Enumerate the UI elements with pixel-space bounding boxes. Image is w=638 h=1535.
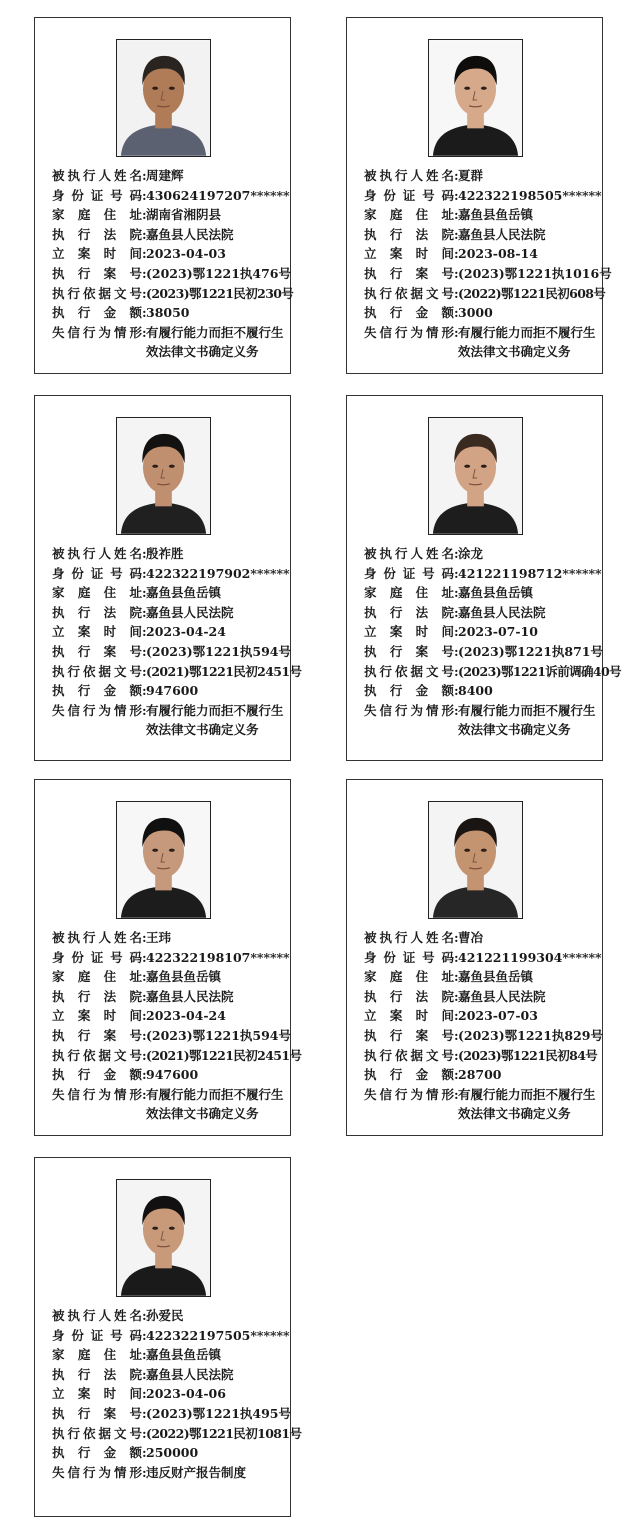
field-label: 执行案号 [52, 1405, 142, 1421]
field-value: 2023-04-24 [146, 1008, 226, 1024]
field-colon: : [454, 246, 459, 262]
debtor-card [346, 395, 622, 761]
field-address [364, 583, 602, 603]
field-value: 嘉鱼县鱼岳镇 [146, 969, 222, 985]
field-label: 执行法院 [364, 604, 454, 620]
field-basis [364, 284, 606, 304]
field-value: 嘉鱼县人民法院 [458, 988, 546, 1004]
field-colon: : [142, 1327, 147, 1343]
field-label: 执行案号 [52, 643, 142, 659]
field-value: (2023)鄂1221执829号 [458, 1027, 604, 1043]
field-basis [364, 662, 622, 682]
field-id [364, 186, 602, 206]
field-court [364, 603, 602, 623]
field-address [52, 967, 290, 987]
field-label: 被执行人姓名 [52, 168, 142, 183]
field-value: (2023)鄂1221民初84号 [458, 1047, 598, 1063]
debtor-card [346, 779, 603, 1136]
field-basis [52, 662, 302, 682]
field-id [52, 1326, 290, 1346]
field-colon: : [142, 1445, 147, 1461]
field-colon: : [454, 1027, 459, 1043]
field-colon: : [454, 168, 459, 183]
field-value: 嘉鱼县人民法院 [146, 226, 234, 242]
field-value: 有履行能力而拒不履行生效法律文书确定义务 [146, 1086, 284, 1122]
field-case [52, 264, 290, 284]
field-amount [364, 303, 602, 323]
field-colon: : [142, 969, 147, 985]
field-court [52, 1365, 290, 1385]
field-label: 失信行为情形 [52, 1086, 142, 1102]
field-id [52, 948, 290, 968]
field-colon: : [454, 949, 459, 965]
field-address [364, 205, 602, 225]
field-colon: : [142, 1027, 147, 1043]
field-value: 违反财产报告制度 [146, 1464, 247, 1480]
field-colon: : [142, 1008, 147, 1024]
field-basis [364, 1046, 602, 1066]
field-colon: : [454, 643, 459, 659]
field-basis [52, 284, 294, 304]
field-label: 身份证号码 [364, 565, 454, 581]
debtor-info [52, 928, 302, 1124]
field-colon: : [454, 663, 459, 679]
field-colon: : [142, 305, 147, 321]
field-value: (2021)鄂1221民初2451号 [146, 1047, 302, 1063]
field-label: 家庭住址 [364, 969, 454, 985]
field-label: 执行案号 [364, 1027, 454, 1043]
field-colon: : [142, 187, 147, 203]
field-colon: : [142, 585, 147, 601]
field-colon: : [142, 546, 147, 561]
field-label: 执行法院 [364, 226, 454, 242]
field-case [52, 1404, 290, 1424]
field-label: 执行案号 [364, 643, 454, 659]
portrait-photo [428, 801, 523, 919]
field-value: (2023)鄂1221执594号 [146, 1027, 292, 1043]
field-amount [364, 1065, 602, 1085]
field-value: 有履行能力而拒不履行生效法律文书确定义务 [458, 1086, 596, 1122]
field-value: (2023)鄂1221执495号 [146, 1405, 292, 1421]
field-colon: : [142, 949, 147, 965]
field-conduct [364, 1085, 602, 1124]
field-conduct [364, 701, 602, 740]
field-label: 失信行为情形 [364, 702, 454, 718]
field-value: 2023-07-10 [458, 624, 538, 640]
field-value: 250000 [146, 1445, 199, 1461]
field-colon: : [454, 285, 459, 301]
field-value: 嘉鱼县鱼岳镇 [458, 585, 534, 601]
field-label: 执行金额 [364, 305, 454, 321]
field-value: (2022)鄂1221民初608号 [458, 285, 606, 301]
field-colon: : [454, 585, 459, 601]
debtor-card [34, 779, 302, 1136]
field-conduct [52, 1085, 290, 1124]
field-label: 失信行为情形 [52, 702, 142, 718]
field-colon: : [454, 702, 459, 718]
field-label: 执行依据文号 [52, 663, 142, 679]
field-name [52, 928, 290, 948]
field-value: 28700 [458, 1067, 502, 1083]
field-label: 家庭住址 [364, 585, 454, 601]
field-name [52, 544, 290, 564]
debtor-info [52, 166, 294, 362]
field-colon: : [142, 702, 147, 718]
field-value: 422322198505****** [458, 187, 602, 203]
field-label: 执行依据文号 [52, 1047, 142, 1063]
field-label: 执行依据文号 [52, 285, 142, 301]
field-value: (2023)鄂1221执476号 [146, 265, 292, 281]
field-label: 失信行为情形 [52, 1464, 142, 1480]
debtor-info [52, 544, 302, 740]
field-court [364, 225, 602, 245]
field-label: 执行依据文号 [52, 1425, 142, 1441]
field-label: 执行法院 [364, 988, 454, 1004]
field-date [364, 1006, 602, 1026]
field-label: 家庭住址 [52, 207, 142, 223]
field-value: 嘉鱼县人民法院 [146, 1366, 234, 1382]
debtor-card [34, 17, 294, 374]
field-id [364, 948, 602, 968]
field-label: 执行金额 [52, 1067, 142, 1083]
field-conduct [364, 323, 602, 362]
field-value: 湖南省湘阴县 [146, 207, 222, 223]
field-label: 立案时间 [52, 624, 142, 640]
field-value: (2023)鄂1221执594号 [146, 643, 292, 659]
field-label: 身份证号码 [52, 1327, 142, 1343]
field-label: 被执行人姓名 [52, 930, 142, 945]
field-colon: : [142, 168, 147, 183]
field-colon: : [454, 624, 459, 640]
field-case [364, 642, 602, 662]
field-court [52, 225, 290, 245]
field-label: 身份证号码 [52, 187, 142, 203]
field-colon: : [142, 226, 147, 242]
field-colon: : [454, 565, 459, 581]
field-address [52, 583, 290, 603]
field-value: 嘉鱼县人民法院 [146, 988, 234, 1004]
field-label: 失信行为情形 [52, 324, 142, 340]
field-label: 被执行人姓名 [52, 1308, 142, 1323]
field-label: 家庭住址 [52, 585, 142, 601]
portrait-photo [116, 1179, 211, 1297]
debtor-info [364, 928, 602, 1124]
field-date [364, 622, 602, 642]
field-colon: : [454, 604, 459, 620]
field-label: 被执行人姓名 [364, 546, 454, 561]
field-label: 被执行人姓名 [364, 168, 454, 183]
field-value: 孙爱民 [146, 1308, 184, 1323]
field-date [52, 622, 290, 642]
field-colon: : [454, 207, 459, 223]
field-value: (2022)鄂1221民初1081号 [146, 1425, 302, 1441]
field-label: 执行法院 [52, 226, 142, 242]
field-value: (2023)鄂1221民初230号 [146, 285, 294, 301]
field-colon: : [454, 305, 459, 321]
debtor-card [34, 395, 302, 761]
field-value: 38050 [146, 305, 190, 321]
field-label: 身份证号码 [52, 565, 142, 581]
field-label: 被执行人姓名 [364, 930, 454, 945]
field-label: 立案时间 [52, 1386, 142, 1402]
field-label: 立案时间 [364, 1008, 454, 1024]
field-colon: : [142, 565, 147, 581]
field-colon: : [454, 988, 459, 1004]
field-id [364, 564, 602, 584]
field-value: 947600 [146, 1067, 199, 1083]
field-colon: : [454, 930, 459, 945]
field-colon: : [142, 1308, 147, 1323]
field-label: 立案时间 [364, 246, 454, 262]
debtor-info [364, 166, 612, 362]
field-label: 执行依据文号 [364, 285, 454, 301]
portrait-photo [428, 417, 523, 535]
field-colon: : [142, 1067, 147, 1083]
field-value: 嘉鱼县人民法院 [146, 604, 234, 620]
field-colon: : [454, 969, 459, 985]
field-label: 家庭住址 [52, 969, 142, 985]
field-label: 执行金额 [364, 683, 454, 699]
field-value: (2023)鄂1221执1016号 [458, 265, 612, 281]
debtor-info [52, 1306, 302, 1482]
field-label: 执行案号 [52, 1027, 142, 1043]
field-colon: : [142, 265, 147, 281]
field-colon: : [142, 663, 147, 679]
field-value: 嘉鱼县人民法院 [458, 604, 546, 620]
field-name [52, 166, 290, 186]
field-label: 身份证号码 [364, 949, 454, 965]
field-value: (2021)鄂1221民初2451号 [146, 663, 302, 679]
field-value: 有履行能力而拒不履行生效法律文书确定义务 [146, 702, 284, 738]
portrait-photo [116, 417, 211, 535]
field-colon: : [142, 1086, 147, 1102]
field-address [52, 205, 290, 225]
field-colon: : [142, 1047, 147, 1063]
field-amount [52, 1065, 290, 1085]
field-value: 嘉鱼县鱼岳镇 [146, 585, 222, 601]
field-value: 2023-04-24 [146, 624, 226, 640]
field-amount [52, 303, 290, 323]
field-colon: : [142, 324, 147, 340]
field-label: 执行金额 [364, 1067, 454, 1083]
field-colon: : [142, 1464, 147, 1480]
field-date [52, 1384, 290, 1404]
field-case [52, 1026, 290, 1046]
field-court [364, 987, 602, 1007]
field-value: 421221199304****** [458, 949, 602, 965]
field-id [52, 564, 290, 584]
field-basis [52, 1046, 302, 1066]
field-value: 曹冶 [458, 930, 484, 945]
field-value: 王玮 [146, 930, 172, 945]
field-case [364, 264, 612, 284]
field-colon: : [142, 246, 147, 262]
field-value: 涂龙 [458, 546, 484, 561]
field-colon: : [454, 324, 459, 340]
field-label: 立案时间 [52, 1008, 142, 1024]
field-colon: : [142, 1405, 147, 1421]
field-label: 失信行为情形 [364, 1086, 454, 1102]
field-amount [364, 681, 602, 701]
field-colon: : [454, 1008, 459, 1024]
field-value: 422322198107****** [146, 949, 290, 965]
field-label: 立案时间 [364, 624, 454, 640]
field-colon: : [142, 643, 147, 659]
field-label: 执行法院 [52, 604, 142, 620]
field-amount [52, 1443, 290, 1463]
field-label: 执行依据文号 [364, 663, 454, 679]
portrait-photo [428, 39, 523, 157]
field-label: 执行案号 [364, 265, 454, 281]
field-value: 有履行能力而拒不履行生效法律文书确定义务 [458, 702, 596, 738]
field-case [52, 642, 290, 662]
field-value: 嘉鱼县鱼岳镇 [146, 1347, 222, 1363]
field-value: 殷祚胜 [146, 546, 184, 561]
field-colon: : [454, 187, 459, 203]
field-colon: : [454, 265, 459, 281]
field-amount [52, 681, 290, 701]
portrait-photo [116, 801, 211, 919]
field-colon: : [142, 1386, 147, 1402]
field-colon: : [142, 1366, 147, 1382]
field-name [52, 1306, 290, 1326]
field-label: 身份证号码 [364, 187, 454, 203]
field-colon: : [454, 546, 459, 561]
field-colon: : [454, 683, 459, 699]
field-court [52, 987, 290, 1007]
debtor-info [364, 544, 622, 740]
field-conduct [52, 701, 290, 740]
field-name [364, 544, 602, 564]
field-colon: : [142, 624, 147, 640]
field-conduct [52, 323, 290, 362]
field-case [364, 1026, 602, 1046]
field-label: 执行法院 [52, 1366, 142, 1382]
field-colon: : [142, 1425, 147, 1441]
field-label: 失信行为情形 [364, 324, 454, 340]
field-value: 2023-08-14 [458, 246, 538, 262]
field-label: 执行案号 [52, 265, 142, 281]
debtor-card [346, 17, 612, 374]
field-value: 3000 [458, 305, 493, 321]
field-label: 执行金额 [52, 683, 142, 699]
field-label: 执行依据文号 [364, 1047, 454, 1063]
field-date [52, 244, 290, 264]
field-name [364, 928, 602, 948]
field-label: 执行金额 [52, 1445, 142, 1461]
field-label: 被执行人姓名 [52, 546, 142, 561]
field-value: 947600 [146, 683, 199, 699]
field-value: 2023-04-06 [146, 1386, 226, 1402]
field-date [364, 244, 602, 264]
field-value: 周建辉 [146, 168, 184, 183]
field-address [364, 967, 602, 987]
field-label: 家庭住址 [52, 1347, 142, 1363]
field-value: 2023-04-03 [146, 246, 226, 262]
field-name [364, 166, 602, 186]
field-value: 8400 [458, 683, 493, 699]
field-court [52, 603, 290, 623]
portrait-photo [116, 39, 211, 157]
field-label: 执行法院 [52, 988, 142, 1004]
field-colon: : [454, 1047, 459, 1063]
field-colon: : [142, 1347, 147, 1363]
field-label: 立案时间 [52, 246, 142, 262]
field-basis [52, 1424, 302, 1444]
field-colon: : [454, 226, 459, 242]
field-colon: : [142, 207, 147, 223]
field-value: 422322197902****** [146, 565, 290, 581]
field-value: 夏群 [458, 168, 484, 183]
field-value: 嘉鱼县鱼岳镇 [458, 969, 534, 985]
field-label: 执行金额 [52, 305, 142, 321]
field-value: 2023-07-03 [458, 1008, 538, 1024]
field-value: 有履行能力而拒不履行生效法律文书确定义务 [458, 324, 596, 360]
field-value: 430624197207****** [146, 187, 290, 203]
field-colon: : [454, 1086, 459, 1102]
field-value: 嘉鱼县鱼岳镇 [458, 207, 534, 223]
field-label: 家庭住址 [364, 207, 454, 223]
field-colon: : [142, 604, 147, 620]
field-id [52, 186, 290, 206]
field-value: 有履行能力而拒不履行生效法律文书确定义务 [146, 324, 284, 360]
field-address [52, 1345, 290, 1365]
field-label: 身份证号码 [52, 949, 142, 965]
debtor-card [34, 1157, 302, 1517]
field-colon: : [142, 988, 147, 1004]
field-colon: : [142, 930, 147, 945]
field-date [52, 1006, 290, 1026]
field-value: (2023)鄂1221执871号 [458, 643, 604, 659]
field-value: 421221198712****** [458, 565, 602, 581]
field-value: 嘉鱼县人民法院 [458, 226, 546, 242]
field-colon: : [454, 1067, 459, 1083]
field-colon: : [142, 683, 147, 699]
field-colon: : [142, 285, 147, 301]
field-value: (2023)鄂1221诉前调确40号 [458, 663, 622, 679]
field-conduct [52, 1463, 290, 1483]
field-value: 422322197505****** [146, 1327, 290, 1343]
